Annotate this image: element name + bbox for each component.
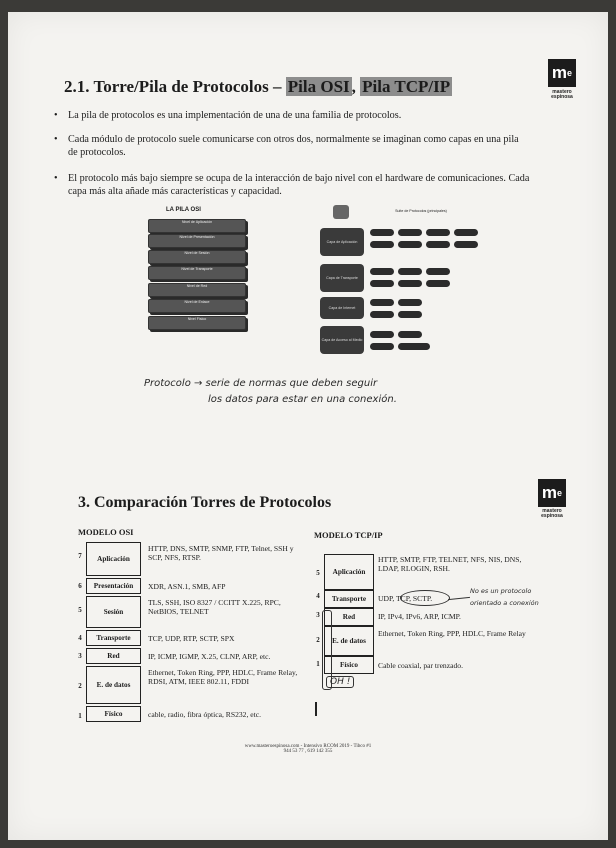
bullet-text: Cada módulo de protocolo suele comunicarse con otros dos, normalmente se imaginan como capas en una pila de protocolos. (68, 134, 519, 158)
layer-protocols: Ethernet, Token Ring, PPP, HDLC, Frame Relay, RDSI, ATM, IEEE 802.11, FDDI (148, 668, 298, 686)
osi-table-heading: MODELO OSI (78, 527, 134, 537)
layer-protocols: HTTP, DNS, SMTP, SNMP, FTP, Telnet, SSH y SCP, NFS, RTSP. (148, 544, 294, 562)
bullet-item (54, 172, 538, 198)
protocol-pill (370, 268, 394, 275)
layer-number: 3 (316, 611, 320, 619)
bullet-text: El protocolo más bajo siempre se ocupa de la interacción de bajo nivel con el hardware de comunicaciones. Cada capa más alta añade más características y capacidad. (68, 173, 530, 197)
logo-caption (545, 90, 579, 100)
layer-name: Físico (86, 706, 141, 722)
tcp-figure-header: Suite de Protocolos (principales) (395, 209, 447, 213)
footer-line1: www.masteroespinosa.com - Intensivo RCOM 2019 - Tibco #1 (244, 744, 372, 749)
logo-caption-line1: mastero (552, 89, 572, 95)
layer-protocols: UDP, TCP, SCTP. (378, 594, 433, 603)
protocol-pill (398, 343, 430, 350)
logo-letter: m (551, 63, 568, 82)
layer-number: 1 (316, 660, 320, 668)
layer-name: Aplicación (324, 554, 374, 590)
layer-protocols: Ethernet, Token Ring, PPP, HDLC, Frame Relay (378, 629, 526, 638)
protocol-pill (370, 311, 394, 318)
layer-protocols: IP, ICMP, IGMP, X.25, CLNP, ARP, etc. (148, 652, 271, 661)
logo-mark (548, 59, 576, 87)
handwritten-note: No es un protocolo (470, 587, 532, 595)
layer-name: Transporte (324, 590, 374, 608)
pen-mark (315, 702, 317, 716)
layer-number: 2 (316, 636, 320, 644)
layer-name: Red (324, 608, 374, 626)
osi-layer: Nivel de Sesión (148, 250, 246, 264)
logo-sup: e (567, 68, 573, 78)
layer-name: Red (86, 648, 141, 664)
layer-protocols: cable, radio, fibra óptica, RS232, etc. (148, 710, 262, 719)
protocol-pill (398, 241, 422, 248)
layer-name: E. de datos (324, 626, 374, 656)
logo-caption-line2: espinosa (541, 513, 563, 519)
protocol-pill (398, 331, 422, 338)
protocol-pill (370, 299, 394, 306)
document-page (8, 12, 608, 840)
layer-protocols: TLS, SSH, ISO 8327 / CCITT X.225, RPC, NetBIOS, TELNET (148, 598, 281, 616)
protocol-pill (370, 280, 394, 287)
page-footer (208, 744, 408, 754)
layer-name: Físico (324, 656, 374, 674)
protocol-pill (370, 229, 394, 236)
layer-number: 5 (78, 606, 82, 614)
layer-number: 1 (78, 712, 82, 720)
layer-number: 7 (78, 552, 82, 560)
bullet-item (54, 133, 528, 159)
layer-name: Transporte (86, 630, 141, 646)
layer-protocols: HTTP, SMTP, FTP, TELNET, NFS, NIS, DNS, LDAP, RLOGIN, RSH. (378, 555, 522, 573)
section-title-1 (64, 77, 452, 97)
protocol-pill (398, 229, 422, 236)
protocol-pill (426, 280, 450, 287)
title-separator: , (351, 77, 361, 96)
tcp-layer-box: Capa de Aplicación (320, 228, 364, 256)
osi-figure-title: LA PILA OSI (166, 207, 201, 213)
layer-number: 5 (316, 569, 320, 577)
title-osi: Pila OSI (287, 77, 350, 96)
logo-sup: e (557, 488, 563, 498)
layer-number: 4 (78, 634, 82, 642)
handwritten-note: los datos para estar en una conexión. (208, 394, 397, 405)
protocol-pill (370, 331, 394, 338)
logo-letter: m (541, 483, 558, 502)
logo-caption (535, 509, 569, 519)
layer-name: Sesión (86, 596, 141, 628)
protocol-pill (454, 229, 478, 236)
protocol-pill (454, 241, 478, 248)
protocol-pill (370, 343, 394, 350)
handwritten-note: orientado a conexión (470, 599, 539, 607)
logo-caption-line1: mastero (542, 508, 562, 514)
osi-layer: Nivel de Transporte (148, 266, 246, 280)
logo-caption-line2: espinosa (551, 94, 573, 100)
protocol-pill (398, 299, 422, 306)
handwritten-note: OH ! (326, 676, 354, 688)
layer-protocols: XDR, ASN.1, SMB, AFP (148, 582, 226, 591)
osi-layer: Nivel de Presentación (148, 234, 246, 248)
protocol-pill (398, 280, 422, 287)
pen-circle (400, 590, 450, 606)
protocol-pill (426, 241, 450, 248)
protocol-pill (426, 229, 450, 236)
osi-layer: Nivel de Red (148, 283, 246, 297)
layer-number: 6 (78, 582, 82, 590)
protocol-pill (398, 268, 422, 275)
layer-name: E. de datos (86, 666, 141, 704)
layer-number: 3 (78, 652, 82, 660)
layer-number: 2 (78, 682, 82, 690)
layer-name: Aplicación (86, 542, 141, 576)
bullet-dot: • (54, 173, 58, 184)
tcp-layer-box: Capa de Acceso al Medio (320, 326, 364, 354)
bullet-dot: • (54, 110, 58, 121)
bullet-dot: • (54, 134, 58, 145)
layer-protocols: TCP, UDP, RTP, SCTP, SPX (148, 634, 235, 643)
title-prefix: 2.1. Torre/Pila de Protocolos – (64, 77, 286, 96)
protocol-pill (426, 268, 450, 275)
tcp-layer-box: Capa de Internet (320, 297, 364, 319)
logo-mark (538, 479, 566, 507)
section-title-3: 3. Comparación Torres de Protocolos (78, 494, 332, 511)
protocol-pill (370, 241, 394, 248)
osi-layer: Nivel de Aplicación (148, 219, 246, 233)
bullet-text: La pila de protocolos es una implementación de una de una familia de protocolos. (68, 110, 402, 121)
bullet-item (54, 109, 538, 122)
protocol-pill (398, 311, 422, 318)
tcp-figure-icon (333, 205, 349, 219)
osi-layer: Nivel Físico (148, 316, 246, 330)
layer-number: 4 (316, 592, 320, 600)
layer-protocols: Cable coaxial, par trenzado. (378, 661, 463, 670)
handwritten-note: Protocolo → serie de normas que deben seguir (144, 378, 378, 389)
footer-line2: 944 53 77 , 619 142 355 (283, 749, 333, 754)
layer-protocols: IP, IPv4, IPv6, ARP, ICMP. (378, 612, 461, 621)
osi-layer: Nivel de Enlace (148, 299, 246, 313)
tcp-layer-box: Capa de Transporte (320, 264, 364, 292)
tcp-table-heading: MODELO TCP/IP (314, 530, 383, 540)
layer-name: Presentación (86, 578, 141, 594)
title-tcp: Pila TCP/IP (362, 77, 451, 96)
